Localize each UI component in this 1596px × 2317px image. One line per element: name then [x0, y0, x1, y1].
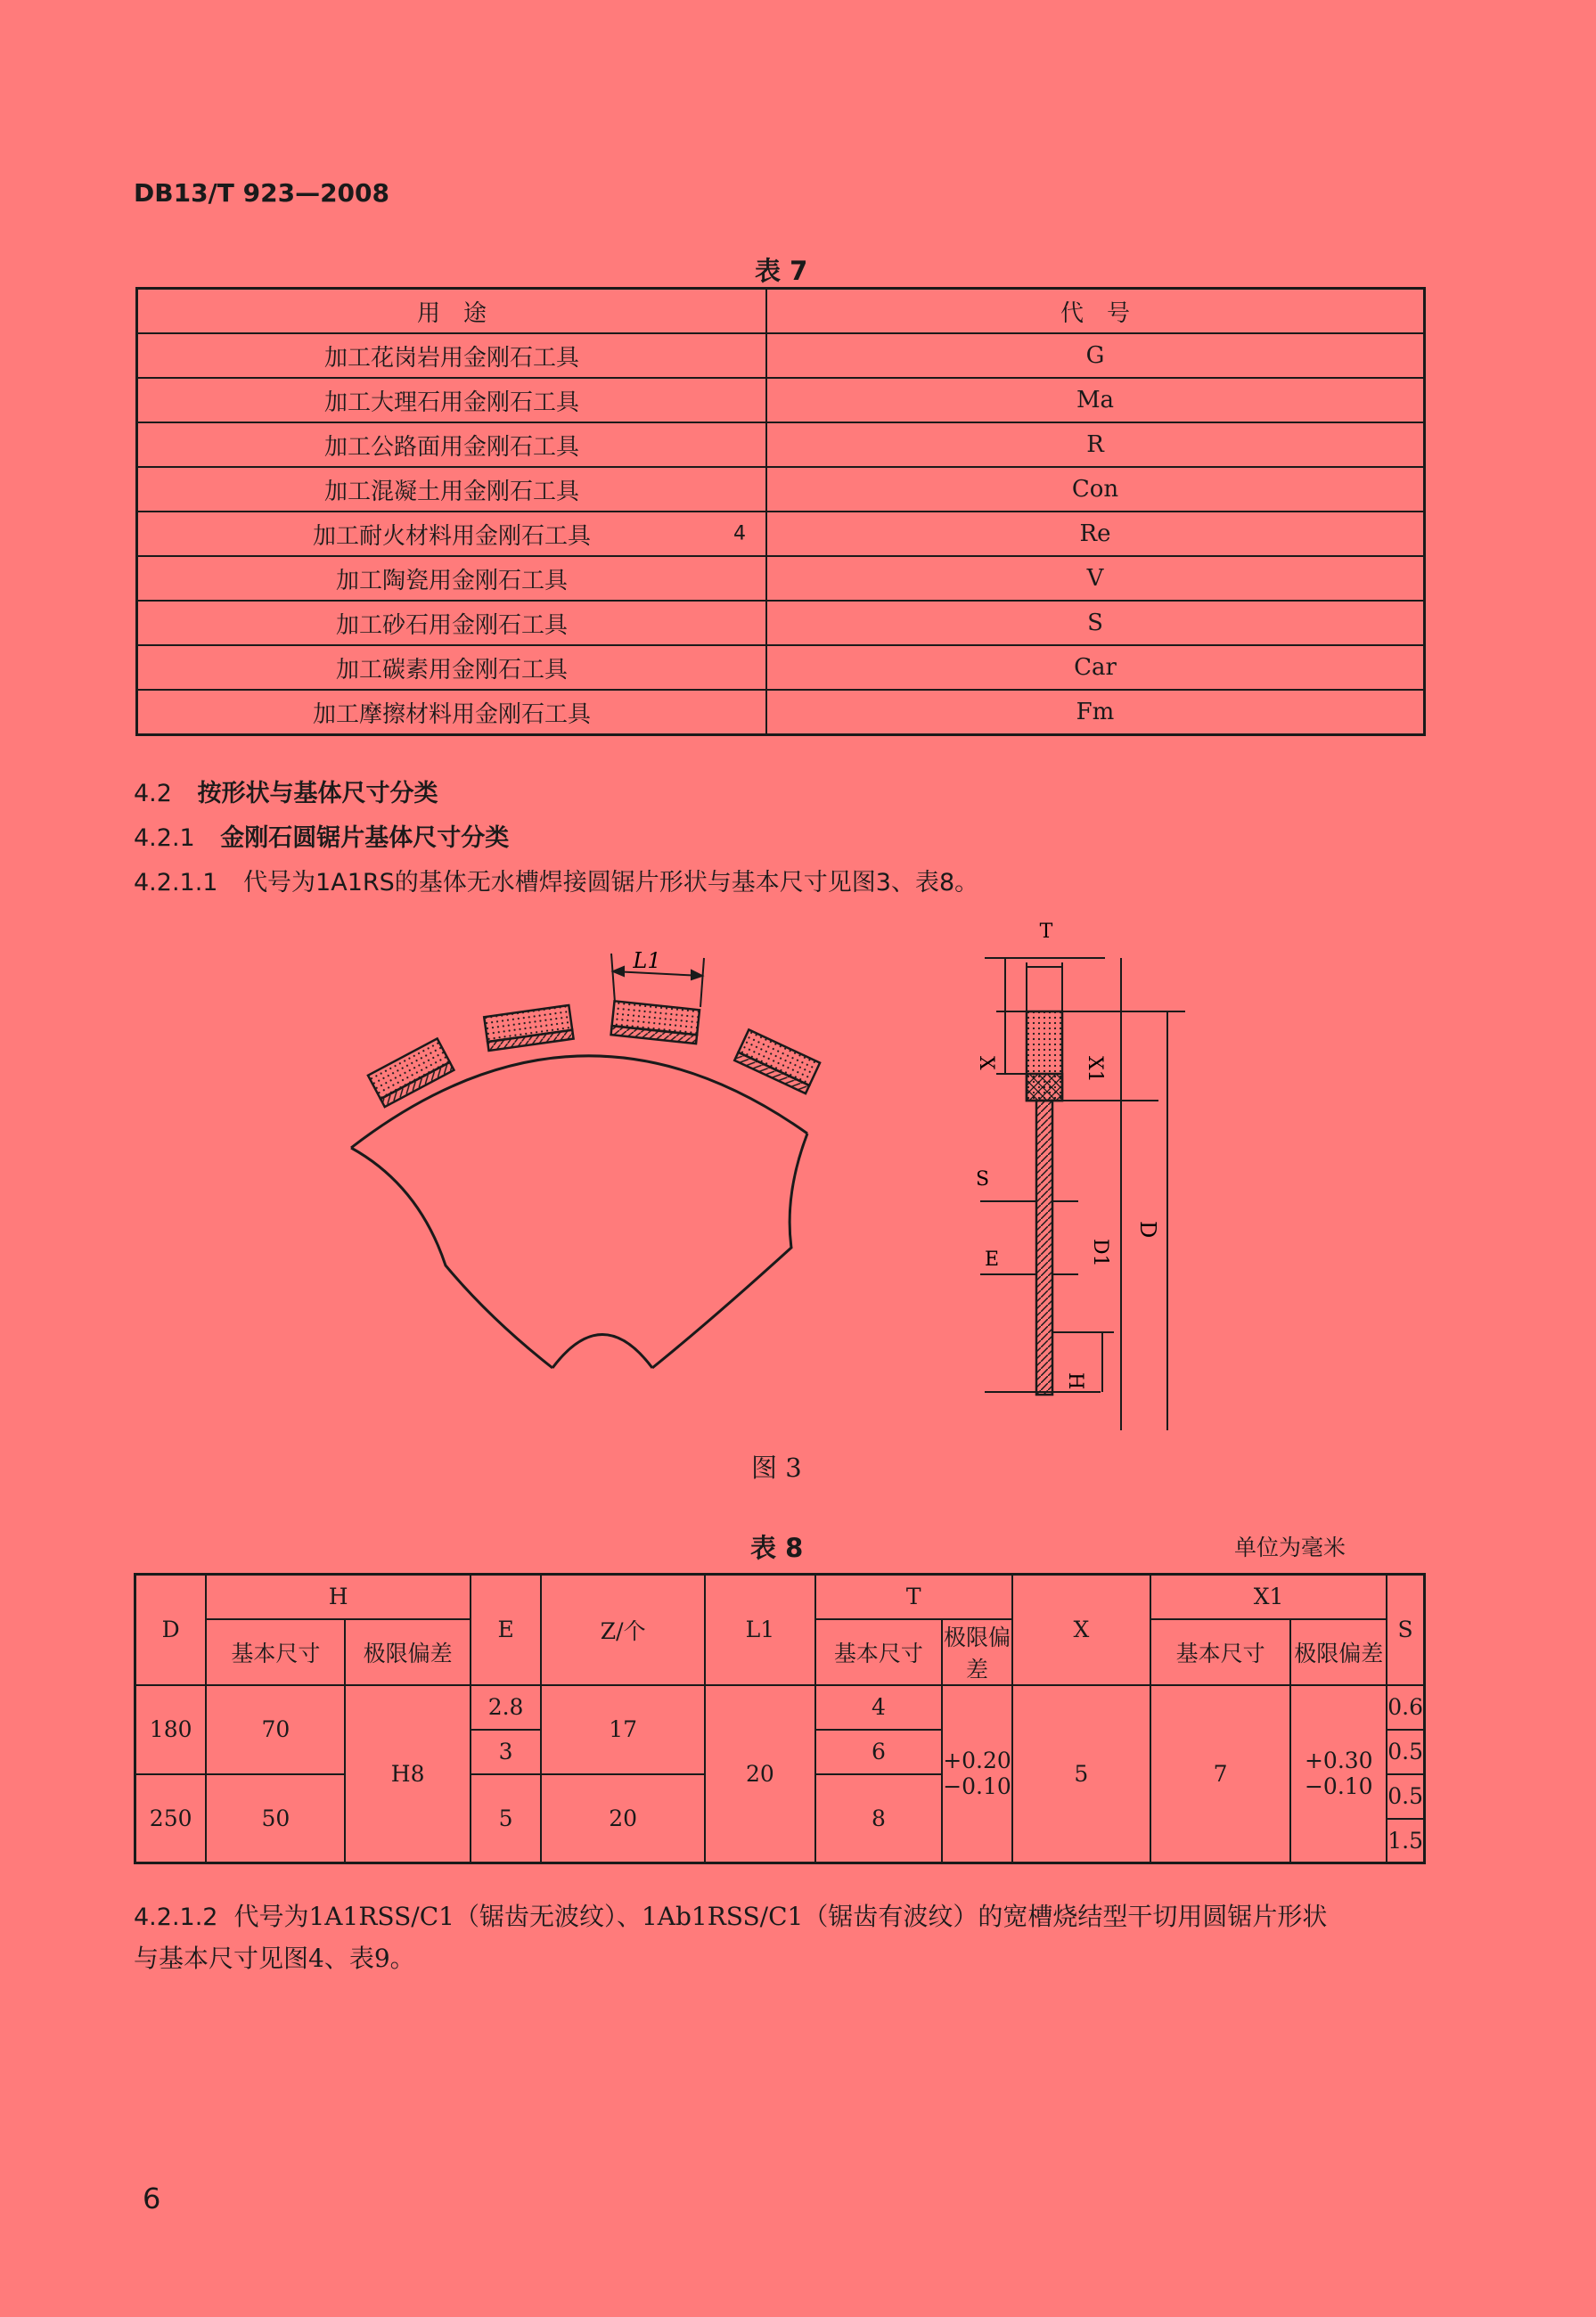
cell-s: 0.5 — [1387, 1730, 1424, 1774]
th-x1-tol: 极限偏差 — [1290, 1619, 1387, 1685]
table7-cell: 加工摩擦材料用金刚石工具 — [137, 690, 767, 735]
table7-cell: Con — [766, 467, 1425, 512]
cell-s: 0.5 — [1387, 1774, 1424, 1819]
table7-cell: 加工混凝土用金刚石工具 — [137, 467, 767, 512]
th-e: E — [471, 1575, 541, 1685]
table7-header-usage: 用 途 — [137, 289, 767, 334]
doc-code: DB13/T 923—2008 — [134, 178, 389, 208]
section-title: 按形状与基体尺寸分类 — [197, 780, 438, 807]
label-e: E — [985, 1249, 1000, 1271]
th-t: T — [815, 1575, 1012, 1619]
section-dimension-lines — [980, 958, 1185, 1430]
table7-cell: Fm — [766, 690, 1425, 735]
table8-caption: 表 8 — [750, 1533, 804, 1563]
th-x: X — [1012, 1575, 1150, 1685]
section-number: 4.2.1.1 — [134, 869, 218, 897]
th-h-basic: 基本尺寸 — [206, 1619, 345, 1685]
label-h: H — [1064, 1372, 1086, 1390]
th-t-basic: 基本尺寸 — [815, 1619, 943, 1685]
table-row — [135, 1575, 1425, 1619]
cell-s: 0.6 — [1387, 1685, 1424, 1730]
table7-cell: Ma — [766, 378, 1425, 422]
cell-d: 250 — [135, 1774, 207, 1863]
label-s: S — [976, 1168, 990, 1191]
tol-upper: +0.20 — [943, 1748, 1011, 1774]
table7-cell: V — [766, 556, 1425, 601]
blade-cross-section — [1027, 1011, 1062, 1395]
table8-unit: 单位为毫米 — [1234, 1535, 1346, 1560]
cell-h: 50 — [206, 1774, 345, 1863]
cell-e: 2.8 — [471, 1685, 541, 1730]
cell-h: 70 — [206, 1685, 345, 1774]
cell-d: 180 — [135, 1685, 207, 1774]
cell-t: 6 — [815, 1730, 943, 1774]
para-line1 — [134, 1896, 1435, 1938]
cell-e: 5 — [471, 1774, 541, 1863]
saw-blade-sector — [351, 1056, 807, 1368]
cell-x1: 7 — [1150, 1685, 1290, 1863]
cell-t: 8 — [815, 1774, 943, 1863]
table7-cell: Re — [766, 512, 1425, 556]
figure3-caption: 图 3 — [751, 1453, 802, 1483]
cell-t-tol — [942, 1685, 1012, 1863]
table-row — [135, 1685, 1425, 1730]
table7-cell: S — [766, 601, 1425, 645]
cell-h-tol: H8 — [345, 1685, 471, 1863]
table7-cell: 加工陶瓷用金刚石工具 — [137, 556, 767, 601]
table7-cell: 加工花岗岩用金刚石工具 — [137, 333, 767, 378]
cell-t: 4 — [815, 1685, 943, 1730]
cell-x1-tol — [1290, 1685, 1387, 1863]
table7-cell: 加工公路面用金刚石工具 — [137, 422, 767, 467]
para-text: 代号为1A1RSS/C1（锯齿无波纹）、1Ab1RSS/C1（锯齿有波纹）的宽槽烧结型干切用圆锯片形状 — [233, 1902, 1328, 1931]
table7-cell: 加工耐火材料用金刚石工具 — [312, 522, 591, 550]
stray-mark: 4 — [733, 522, 746, 545]
section-number: 4.2.1 — [134, 824, 195, 852]
th-d: D — [135, 1575, 207, 1685]
cell-x: 5 — [1012, 1685, 1150, 1863]
table7-cell: Car — [766, 645, 1425, 690]
table7-cell: 加工大理石用金刚石工具 — [137, 378, 767, 422]
table7-cell: 加工砂石用金刚石工具 — [137, 601, 767, 645]
tol-lower: −0.10 — [1304, 1773, 1373, 1800]
table7-caption: 表 7 — [755, 256, 808, 286]
th-h: H — [206, 1575, 471, 1619]
table7-cell: G — [766, 333, 1425, 378]
th-s: S — [1387, 1575, 1424, 1685]
cell-l1: 20 — [705, 1685, 814, 1863]
th-z: Z/个 — [541, 1575, 705, 1685]
label-x1: X1 — [1084, 1056, 1106, 1083]
section-4-2-1-2 — [134, 1896, 1435, 1979]
label-d1: D1 — [1089, 1239, 1111, 1267]
tol-lower: −0.10 — [943, 1773, 1011, 1800]
para-line2: 与基本尺寸见图4、表9。 — [134, 1944, 415, 1973]
table7-cell: R — [766, 422, 1425, 467]
section-text: 代号为1A1RS的基体无水槽焊接圆锯片形状与基本尺寸见图3、表8。 — [243, 869, 979, 897]
label-t: T — [1039, 921, 1053, 943]
section-number: 4.2 — [134, 780, 172, 807]
label-l1: L1 — [633, 948, 661, 973]
label-d: D — [1135, 1221, 1160, 1239]
th-t-tol: 极限偏差 — [942, 1619, 1012, 1685]
page-number: 6 — [143, 2182, 161, 2215]
cell-s: 1.5 — [1387, 1819, 1424, 1863]
th-x1: X1 — [1150, 1575, 1387, 1619]
th-x1-basic: 基本尺寸 — [1150, 1619, 1290, 1685]
cell-e: 3 — [471, 1730, 541, 1774]
cell-z: 17 — [541, 1685, 705, 1774]
table7-header-code: 代 号 — [766, 289, 1425, 334]
table7-cell: 加工碳素用金刚石工具 — [137, 645, 767, 690]
label-x: X — [975, 1056, 997, 1070]
th-h-tol: 极限偏差 — [345, 1619, 471, 1685]
cell-z: 20 — [541, 1774, 705, 1863]
section-title: 金刚石圆锯片基体尺寸分类 — [220, 824, 510, 852]
segment-teeth — [368, 1001, 820, 1107]
th-l1: L1 — [705, 1575, 814, 1685]
section-number: 4.2.1.2 — [134, 1904, 218, 1931]
table8 — [134, 1573, 1426, 1864]
tol-upper: +0.30 — [1304, 1748, 1373, 1774]
